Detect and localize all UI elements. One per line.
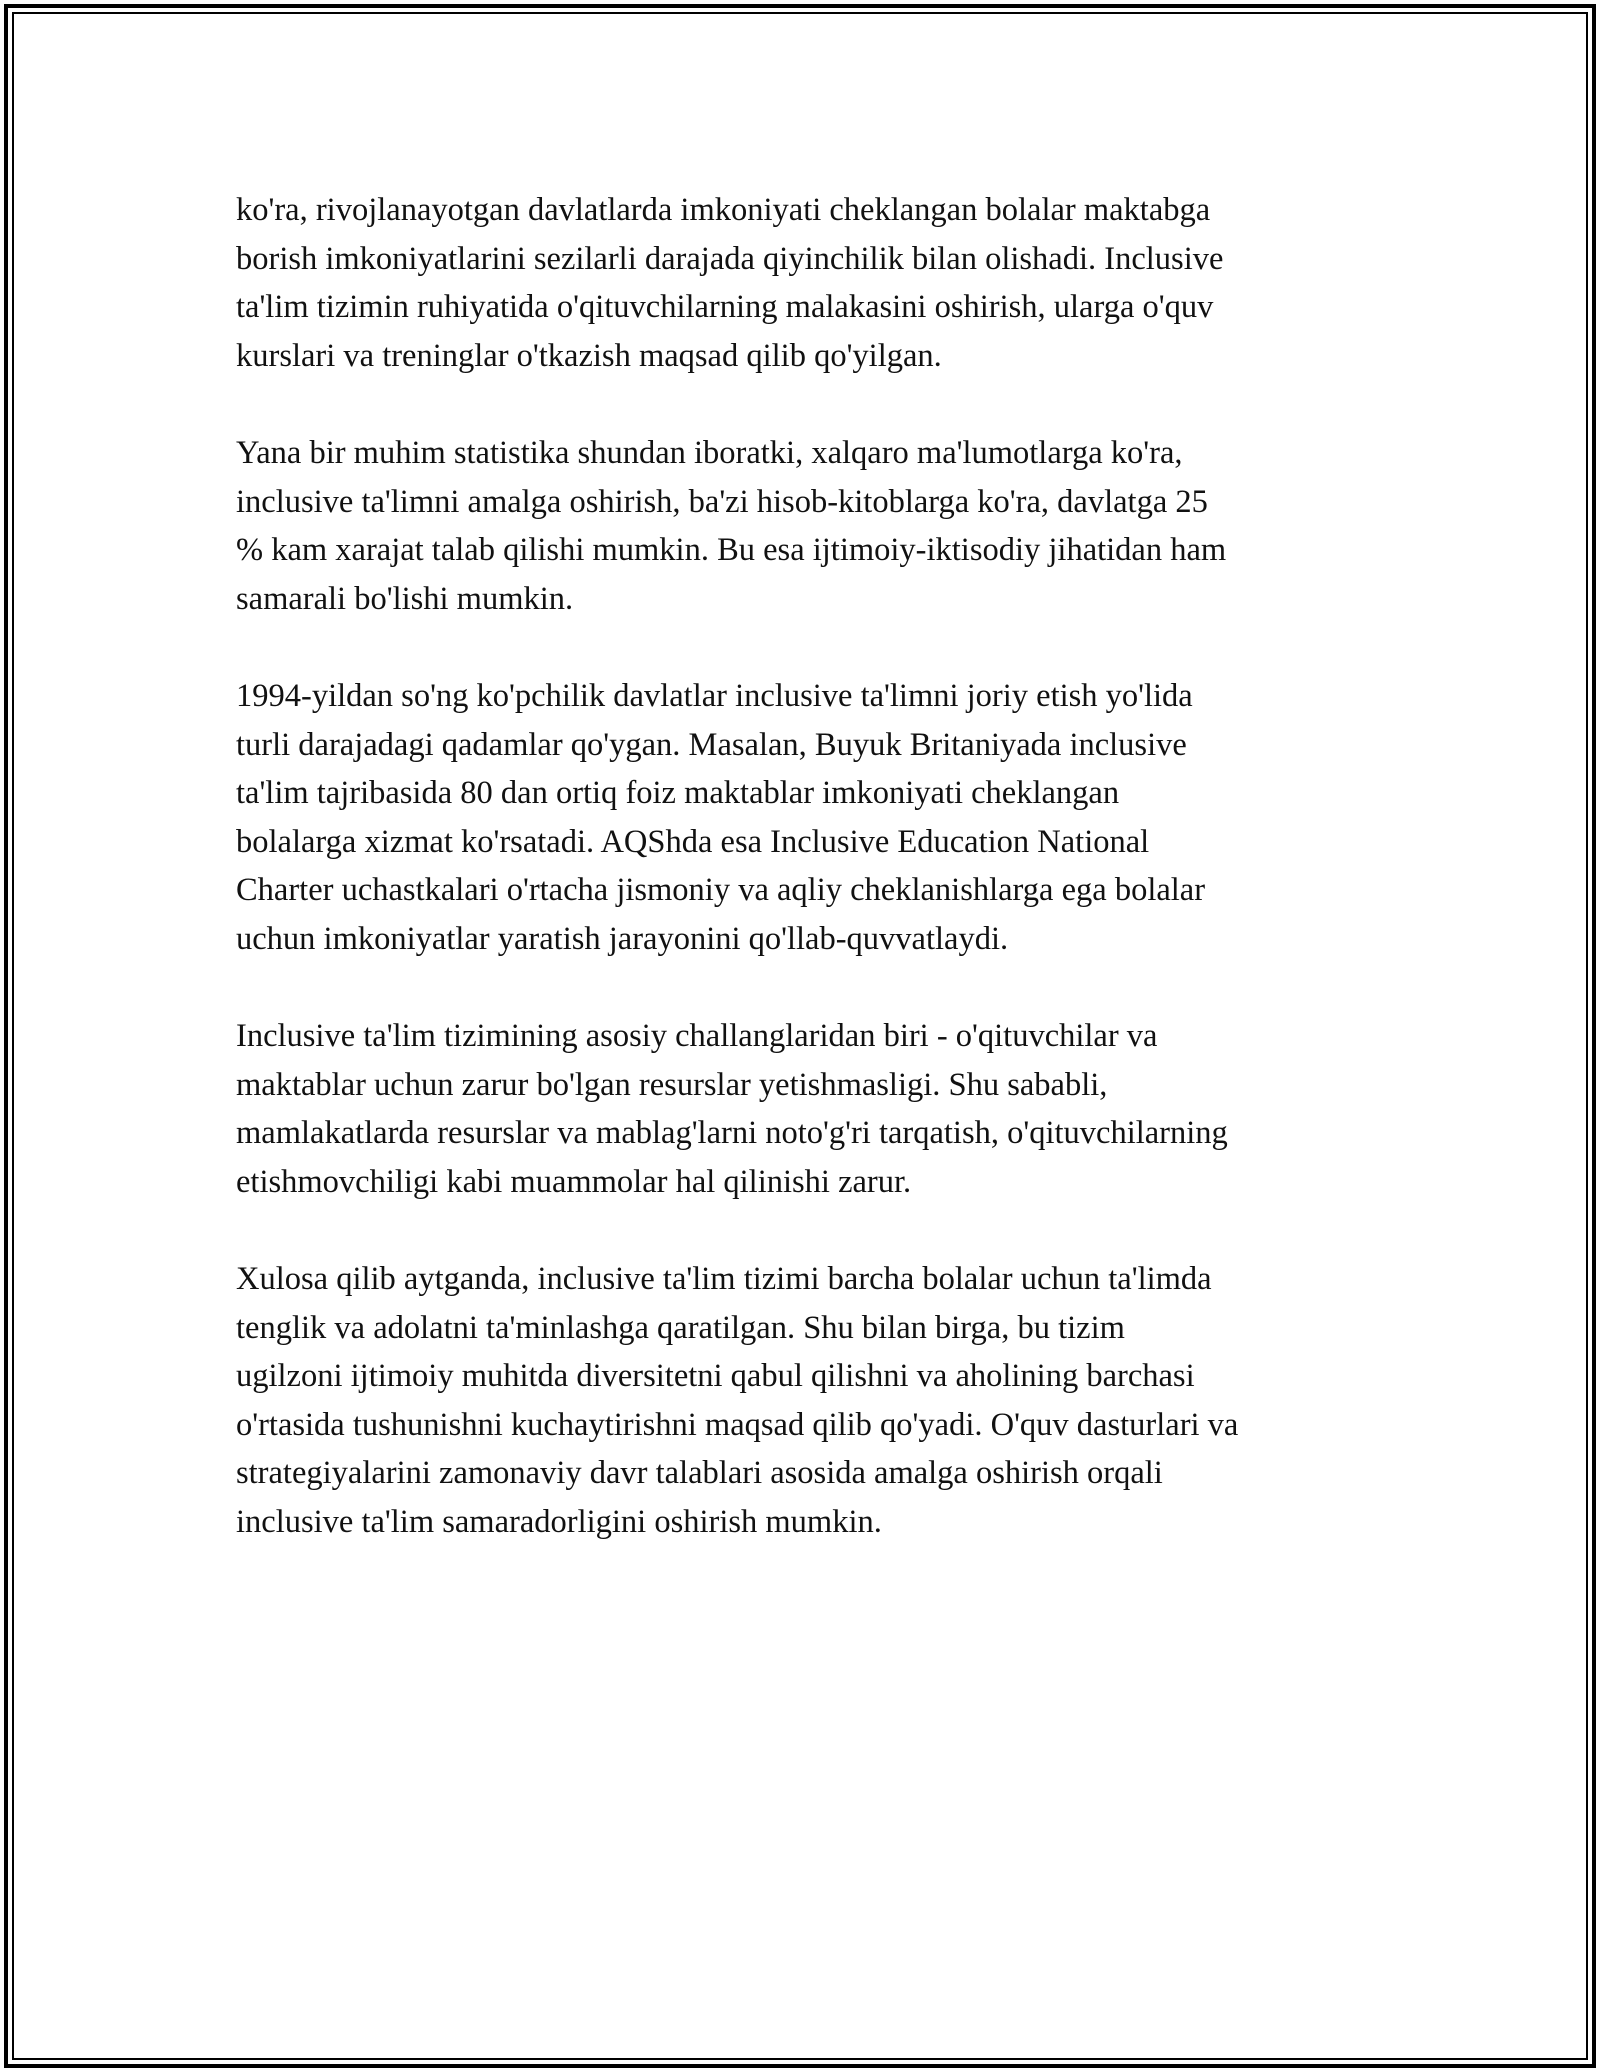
text-line: uchun imkoniyatlar yaratish jarayonini qo'llab-quvvatlaydi. [236, 920, 1009, 957]
text-line: borish imkoniyatlarini sezilarli darajada qiyinchilik bilan olishadi. Inclusive [236, 240, 1224, 277]
text-line: Xulosa qilib aytganda, inclusive ta'lim tizimi barcha bolalar uchun ta'limda [236, 1261, 1212, 1297]
document-body [236, 186, 1376, 1595]
text-line: tenglik va adolatni ta'minlashga qaratilgan. Shu bilan birga, bu tizim [236, 1309, 1125, 1346]
paragraph-2 [236, 429, 1376, 623]
text-line: etishmovchiligi kabi muammolar hal qilinishi zarur. [236, 1163, 912, 1200]
text-line: Inclusive ta'lim tizimining asosiy challanglaridan biri - o'qituvchilar va [236, 1018, 1158, 1054]
text-line: samarali bo'lishi mumkin. [236, 580, 574, 617]
text-line: ugilzoni ijtimoiy muhitda diversitetni qabul qilishni va aholining barchasi [236, 1358, 1195, 1394]
text-line: % kam xarajat talab qilishi mumkin. Bu esa ijtimoiy-iktisodiy jihatidan ham [236, 532, 1227, 568]
paragraph-5 [236, 1255, 1376, 1546]
text-line: maktablar uchun zarur bo'lgan resurslar yetishmasligi. Shu sababli, [236, 1066, 1108, 1103]
text-line: ko'ra, rivojlanayotgan davlatlarda imkoniyati cheklangan bolalar maktabga [236, 192, 1211, 228]
text-line: mamlakatlarda resurslar va mablag'larni noto'g'ri tarqatish, o'qituvchilarning [236, 1115, 1228, 1151]
text-line: turli darajadagi qadamlar qo'ygan. Masalan, Buyuk Britaniyada inclusive [236, 726, 1187, 763]
text-line: inclusive ta'limni amalga oshirish, ba'zi hisob-kitoblarga ko'ra, davlatga 25 [236, 483, 1208, 520]
paragraph-4 [236, 1012, 1376, 1206]
text-line: 1994-yildan so'ng ko'pchilik davlatlar inclusive ta'limni joriy etish yo'lida [236, 678, 1193, 714]
text-line: inclusive ta'lim samaradorligini oshirish mumkin. [236, 1503, 882, 1540]
text-line: bolalarga xizmat ko'rsatadi. AQShda esa Inclusive Education National [236, 823, 1150, 860]
text-line: Charter uchastkalari o'rtacha jismoniy va aqliy cheklanishlarga ega bolalar [236, 872, 1206, 908]
paragraph-1 [236, 186, 1376, 380]
paragraph-3 [236, 672, 1376, 963]
text-line: o'rtasida tushunishni kuchaytirishni maqsad qilib qo'yadi. O'quv dasturlari va [236, 1406, 1239, 1443]
text-line: Yana bir muhim statistika shundan iboratki, xalqaro ma'lumotlarga ko'ra, [236, 435, 1183, 471]
text-line: ta'lim tajribasida 80 dan ortiq foiz maktablar imkoniyati cheklangan [236, 775, 1120, 811]
text-line: ta'lim tizimin ruhiyatida o'qituvchilarning malakasini oshirish, ularga o'quv [236, 289, 1214, 325]
text-line: strategiyalarini zamonaviy davr talablari asosida amalga oshirish orqali [236, 1455, 1163, 1491]
text-line: kurslari va treninglar o'tkazish maqsad qilib qo'yilgan. [236, 337, 942, 374]
